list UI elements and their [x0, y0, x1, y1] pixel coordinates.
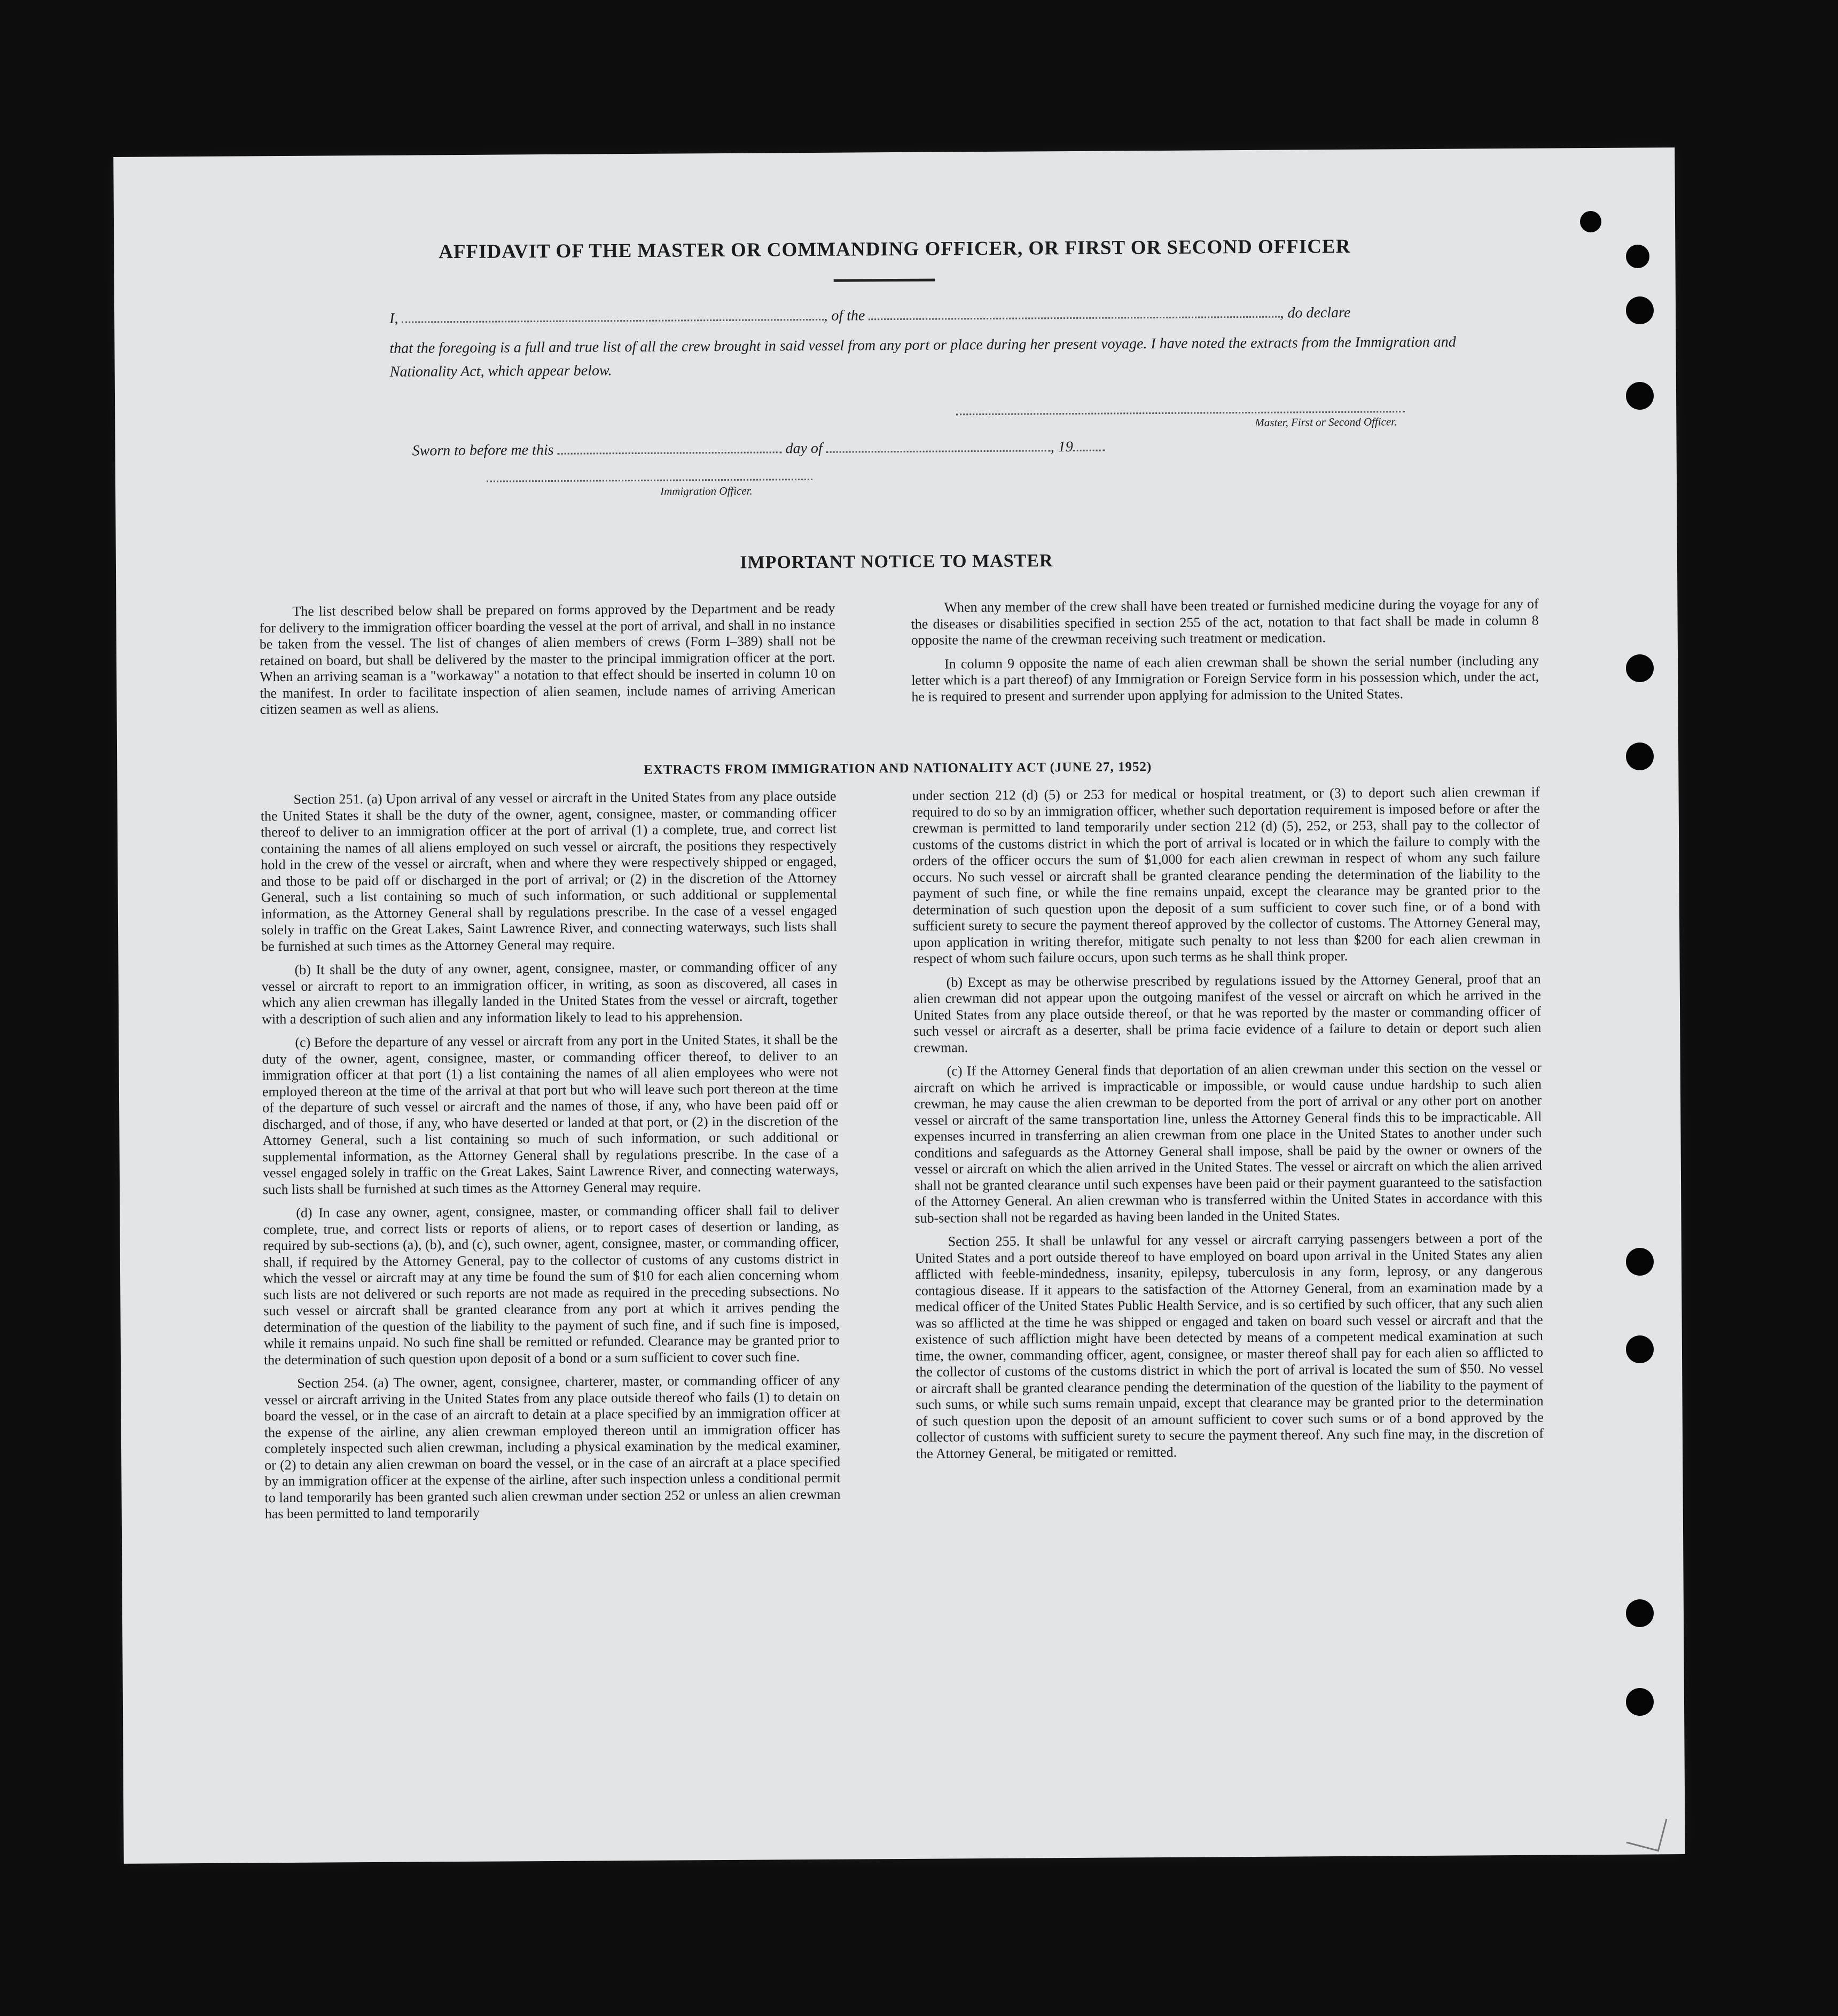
- sworn-year-field[interactable]: [1073, 440, 1105, 451]
- sworn-day-field[interactable]: [558, 442, 782, 455]
- torn-hole-icon: [1580, 211, 1601, 232]
- notice-paragraph: In column 9 opposite the name of each alien crewman shall be shown the serial number (including any letter which is a part thereof) of any Immigration or Foreign Service form in his possession which, under the act, he is required to present and surrender upon applying for admission to the United States.: [911, 652, 1539, 705]
- binder-hole-icon: [1626, 743, 1654, 770]
- notice-right-column: [911, 596, 1539, 713]
- sworn-day-of-label: day of: [785, 440, 823, 457]
- sworn-line: [412, 437, 1214, 459]
- extracts-right-column: [912, 784, 1544, 1470]
- decl-of-the-label: , of the: [824, 307, 865, 324]
- affidavit-title: AFFIDAVIT OF THE MASTER OR COMMANDING OFFICER, OR FIRST OR SECOND OFFICER: [439, 235, 1351, 263]
- master-signature-line[interactable]: [956, 411, 1405, 415]
- binder-hole-icon: [1626, 382, 1654, 410]
- section-paragraph: (b) Except as may be otherwise prescribed by regulations issued by the Attorney General, proof that an alien crewman did not appear upon the outgoing manifest of the vessel or aircraft on which he arrived in the United States from any place outside thereof, or that he was reported by the master or commanding officer of such vessel or aircraft as a deserter, shall be prima facie evidence of a failure to detain or deport such alien crewman.: [913, 971, 1542, 1056]
- immigration-officer-caption: Immigration Officer.: [660, 484, 753, 498]
- section-paragraph: Section 254. (a) The owner, agent, consignee, charterer, master, or commanding officer of any vessel or aircraft arriving in the United States from any place outside thereof who fails (1) to detain on board the vessel, or in the case of an aircraft to detain at a place specified by an immigration officer at the expense of the airline, any alien crewman employed thereon until an immigration officer has completely inspected such alien crewman, including a physical examination by the medical examiner, or (2) to detain any alien crewman on board the vessel, or in the case of an aircraft at a place specified by an immigration officer at the expense of the airline, after such inspection unless a conditional permit to land temporarily has been granted such alien crewman under section 252 or unless an alien crewman has been permitted to land temporarily: [264, 1372, 841, 1522]
- binder-hole-icon: [1626, 1688, 1654, 1716]
- title-underline: [834, 279, 935, 282]
- notice-left-column: [259, 600, 835, 725]
- declaration-line: [389, 303, 1511, 327]
- immigration-officer-signature-line[interactable]: [487, 479, 812, 482]
- declaration-text: that the foregoing is a full and true list of all the crew brought in said vessel from any port or place during her present voyage. I have noted the extracts from the Immigration and Nationality Act, which appear below.: [389, 333, 1456, 380]
- notice-paragraph: The list described below shall be prepared on forms approved by the Department and be ready for delivery to the immigration officer boarding the vessel at the port of arrival, and shall in no instance be taken from the vessel. The list of changes of alien members of crews (Form I–389) shall not be retained on board, but shall be delivered by the master to the principal immigration officer at the port. When an arriving seaman is a "workaway" a notation to that effect should be inserted in column 10 on the manifest. In order to facilitate inspection of alien seamen, include names of arriving American citizen seamen as well as aliens.: [259, 600, 836, 717]
- extracts-left-column: [261, 788, 841, 1530]
- corner-pencil-mark: [1626, 1811, 1668, 1852]
- master-signature-caption: Master, First or Second Officer.: [1255, 415, 1397, 429]
- binder-hole-icon: [1626, 1248, 1654, 1276]
- sworn-month-field[interactable]: [826, 440, 1051, 453]
- section-paragraph: Section 251. (a) Upon arrival of any vessel or aircraft in the United States from any place outside the United States it shall be the duty of the owner, agent, consignee, master, or commanding officer thereof to deliver to an immigration officer at the port of arrival (1) a complete, true, and correct list containing the names of all aliens employed on such vessel or aircraft, the positions they respectively hold in the crew of the vessel or aircraft, when and where they were respectively shipped or engaged, and those to be paid off or discharged in the port of arrival; or (2) in the discretion of the Attorney General, such a list containing so much of such information, or such additional or supplemental information, as the Attorney General shall by regulations prescribe. In the case of a vessel engaged solely in traffic on the Great Lakes, Saint Lawrence River, and connecting waterways, such lists shall be furnished at such times as the Attorney General may require.: [260, 788, 838, 954]
- sworn-prefix-label: Sworn to before me this: [412, 441, 554, 459]
- notice-title: IMPORTANT NOTICE TO MASTER: [740, 551, 1053, 573]
- section-paragraph: under section 212 (d) (5) or 253 for medical or hospital treatment, or (3) to deport such alien crewman if required to do so by an immigration officer, whether such deportation requirement is imposed before or after the crewman is permitted to land temporarily under section 212 (d) (5), 252, or 253, shall pay to the collector of customs of the customs district in which the port of arrival is located or in which the failure to comply with the orders of the officer occurs the sum of $1,000 for each alien crewman in respect of whom any such failure occurs. No such vessel or aircraft shall be granted clearance pending the determination of the liability to the payment of such fine, or while the fine remains unpaid, except the clearance may be granted prior to the determination of such question upon the deposit of a sum sufficient to cover such fine, or of a bond with sufficient surety to secure the payment thereof approved by the collector of customs. The Attorney General may, upon application in writing therefor, mitigate such penalty to not less than $200 for each alien crewman in respect of whom such failure occurs, upon such terms as he shall think proper.: [912, 784, 1541, 966]
- binder-hole-icon: [1626, 1335, 1654, 1363]
- binder-hole-icon: [1626, 1599, 1654, 1627]
- section-paragraph: Section 255. It shall be unlawful for any vessel or aircraft carrying passengers between a port of the United States and a port outside thereof to have employed on board upon arrival in the United States any alien afflicted with feeble-mindedness, insanity, epilepsy, tuberculosis in any form, leprosy, or any dangerous contagious disease. If it appears to the satisfaction of the Attorney General, from an examination made by a medical officer of the United States Public Health Service, and is so certified by such officer, that any such alien was so afflicted at the time he was shipped or engaged and taken on board such vessel or aircraft and that the existence of such affliction might have been detected by means of a competent medical examination at such time, the owner, commanding officer, agent, consignee, or master thereof shall pay for each alien so afflicted to the collector of customs of the customs district in which the port of arrival is located the sum of $50. No vessel or aircraft shall be granted clearance pending the determination of the question of the liability to the payment of such sums, or while such sums remain unpaid, except that clearance may be granted prior to the determination of such question upon the deposit of an amount sufficient to cover such sums or of a bond approved by the collector of customs with sufficient surety to secure the payment thereof. Any such fine may, in the discretion of the Attorney General, be mitigated or remitted.: [914, 1230, 1544, 1462]
- section-paragraph: (c) Before the departure of any vessel or aircraft from any port in the United States, it shall be the duty of the owner, agent, consignee, master, or commanding officer thereof, to deliver to an immigration officer at that port (1) a list containing the names of all alien employees who were not employed thereon at the time of the arrival at that port but who will leave such port thereon at the time of the departure of such vessel or aircraft and the names of those, if any, who have been paid off or discharged, and of those, if any, who have deserted or landed at that port, or (2) in the discretion of the Attorney General, such a list containing so much of such information, or such additional or supplemental information, as the Attorney General shall by regulations prescribe. In the case of a vessel engaged solely in traffic on the Great Lakes, Saint Lawrence River, and connecting waterways, such lists shall be furnished at such times as the Attorney General may require.: [262, 1031, 839, 1197]
- decl-i-label: I,: [389, 310, 398, 327]
- notice-paragraph: When any member of the crew shall have been treated or furnished medicine during the voyage for any of the diseases or disabilities specified in section 255 of the act, notation to that fact shall be made in column 8 opposite the name of the crewman receiving such treatment or medication.: [911, 596, 1539, 648]
- sworn-year-label: , 19: [1050, 438, 1073, 456]
- extracts-title: EXTRACTS FROM IMMIGRATION AND NATIONALITY ACT (JUNE 27, 1952): [644, 760, 1152, 777]
- binder-hole-icon: [1626, 296, 1654, 324]
- form-page: [113, 147, 1685, 1864]
- vessel-name-field[interactable]: [869, 307, 1280, 321]
- decl-do-declare-label: , do declare: [1280, 304, 1351, 322]
- section-paragraph: (d) In case any owner, agent, consignee, master, or commanding officer shall fail to deliver complete, true, and correct lists or reports of aliens, or to report cases of desertion or landing, as required by sub-sections (a), (b), and (c), such owner, agent, consignee, master, or commanding officer, shall, if required by the Attorney General, pay to the collector of customs of any customs district in which the vessel or aircraft may at any time be found the sum of $10 for each alien concerning whom such lists are not delivered or such reports are not made as required in the preceding subsections. No such vessel or aircraft shall be granted clearance from any port at which it arrives pending the determination of the question of the liability to the payment of such fine, and if such fine is imposed, while it remains unpaid. No such fine shall be remitted or refunded. Clearance may be granted prior to the determination of such question upon deposit of a bond or a sum sufficient to cover such fine.: [263, 1201, 840, 1368]
- section-paragraph: (c) If the Attorney General finds that deportation of an alien crewman under this section on the vessel or aircraft on which he arrived is impracticable or impossible, or would cause undue hardship to such alien crewman, he may cause the alien crewman to be deported from the port of arrival or any other port on another vessel or aircraft of the same transportation line, unless the Attorney General finds this to be impracticable. All expenses incurred in transferring an alien crewman from one place in the United States to another under such conditions and safeguards as the Attorney General shall impose, shall be paid by the owner or owners of the vessel or aircraft on which the alien arrived in the United States. The vessel or aircraft on which the alien arrived shall not be granted clearance until such expenses have been paid or their payment guaranteed to the satisfaction of the Attorney General. An alien crewman who is transferred within the United States in accordance with this sub-section shall not be regarded as having been landed in the United States.: [913, 1059, 1543, 1226]
- binder-hole-icon: [1626, 654, 1654, 682]
- section-paragraph: (b) It shall be the duty of any owner, agent, consignee, master, or commanding officer of any vessel or aircraft to report to an immigration officer, in writing, as soon as discovered, all cases in which any alien crewman has illegally landed in the United States from the vessel or aircraft, together with a description of such alien and any information likely to lead to his apprehension.: [261, 958, 838, 1027]
- binder-hole-icon: [1626, 245, 1649, 268]
- declarant-name-field[interactable]: [402, 309, 824, 323]
